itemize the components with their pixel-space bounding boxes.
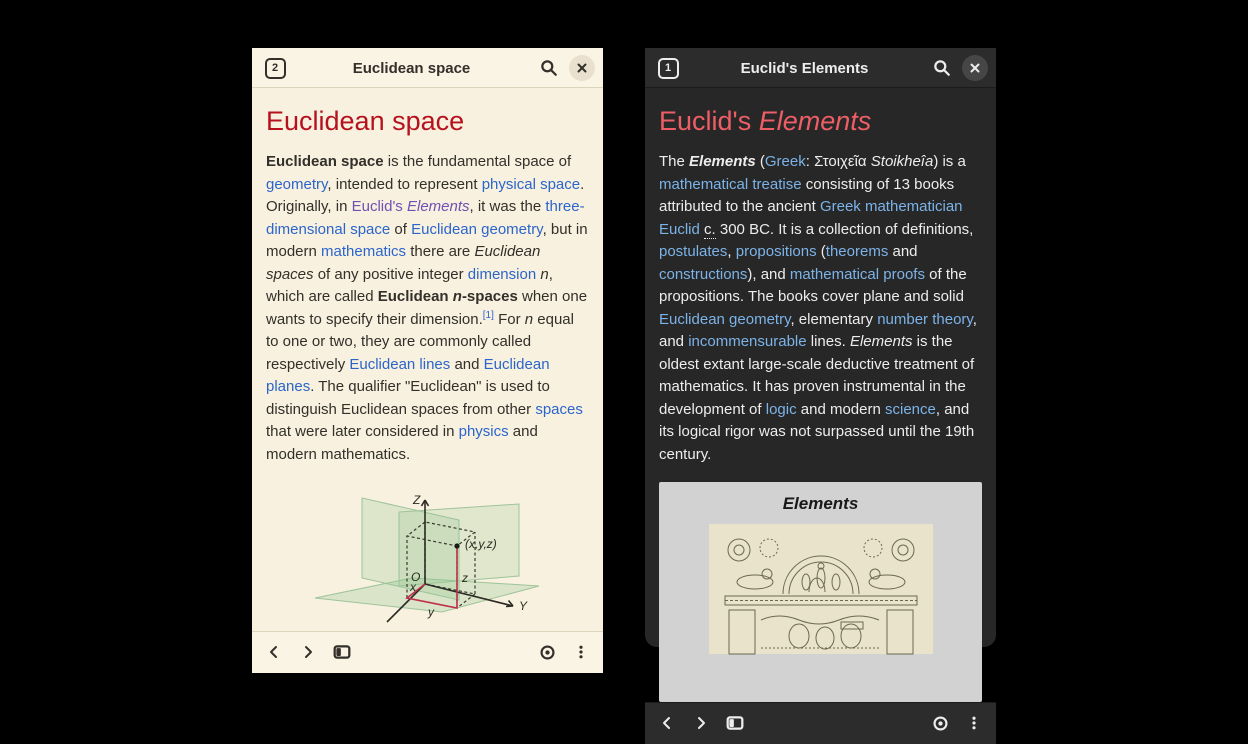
label-z-axis: Z bbox=[412, 493, 420, 507]
article-link[interactable]: theorems bbox=[825, 243, 889, 260]
article-link[interactable]: physics bbox=[458, 423, 509, 440]
heading-italic: Elements bbox=[758, 106, 872, 136]
article-link[interactable]: three-dimensional space bbox=[266, 198, 585, 238]
italic-text: Euclidean spaces bbox=[266, 243, 541, 283]
header-bar bbox=[252, 48, 603, 88]
article-link[interactable]: number theory bbox=[877, 310, 973, 328]
chevron-left-icon bbox=[659, 715, 675, 731]
label-x: x bbox=[409, 580, 416, 594]
article-paragraph: The Elements (Greek: Στοιχεῖα Stoikheîa) is a mathematical treatise consisting of 13 books attributed to the ancient Greek mathematician Euclid c. 300 BC. It is a collection of definitions, postulates, propositions (theorems and constructions), and mathematical proofs of the propositions. The books cover plane and solid Euclidean geometry, elementary number theory, and incommensurable lines. Elements is the oldest extant large-scale deductive treatment of mathematics. It has proven instrumental in the development of logic and modern science, and its logical rigor was not surpassed until the 19th century. bbox=[659, 153, 977, 463]
search-icon bbox=[933, 59, 951, 77]
article-heading: Euclidean space bbox=[266, 106, 465, 136]
point-marker bbox=[454, 543, 459, 548]
label-point: (x,y,z) bbox=[464, 537, 497, 551]
article-link[interactable]: physical space bbox=[481, 175, 581, 193]
sidebar-toggle-button[interactable] bbox=[721, 709, 749, 737]
eye-icon bbox=[932, 715, 949, 732]
article-link[interactable]: mathematics bbox=[321, 243, 407, 260]
eye-icon bbox=[539, 644, 556, 661]
bold-text: Euclidean bbox=[377, 288, 453, 305]
article-heading bbox=[659, 106, 982, 137]
italic-text: n bbox=[540, 265, 549, 283]
italic-text: Stoikheîa bbox=[870, 153, 934, 170]
back-button[interactable] bbox=[653, 709, 681, 737]
bold-text: -spaces bbox=[461, 288, 518, 305]
article-link[interactable]: science bbox=[885, 400, 936, 418]
chevron-right-icon bbox=[300, 644, 316, 660]
bold-italic-text: n bbox=[452, 288, 462, 305]
article-link[interactable]: Euclidean lines bbox=[349, 355, 451, 373]
article-link[interactable]: Euclid bbox=[659, 220, 700, 238]
close-icon bbox=[576, 62, 588, 74]
wiki-window-euclidean-space bbox=[252, 48, 603, 647]
search-button[interactable] bbox=[535, 54, 563, 82]
reference-link[interactable]: [1] bbox=[482, 309, 494, 321]
article-link[interactable]: spaces bbox=[535, 400, 583, 418]
label-y-axis: Y bbox=[518, 599, 527, 613]
article-link[interactable]: logic bbox=[765, 400, 797, 418]
header-bar bbox=[645, 48, 996, 88]
elements-engraving bbox=[709, 524, 933, 654]
kebab-menu-icon bbox=[573, 644, 589, 660]
article-link[interactable]: constructions bbox=[659, 265, 748, 283]
tab-overview-button[interactable] bbox=[655, 55, 681, 81]
article-link[interactable]: propositions bbox=[735, 243, 817, 260]
wiki-window-euclids-elements bbox=[645, 48, 996, 647]
chevron-left-icon bbox=[266, 644, 282, 660]
article-link[interactable]: geometry bbox=[266, 175, 328, 193]
bold-text: Euclidean space bbox=[266, 153, 384, 170]
chevron-right-icon bbox=[693, 715, 709, 731]
menu-button[interactable] bbox=[960, 709, 988, 737]
reading-view-button[interactable] bbox=[533, 638, 561, 666]
article-view[interactable] bbox=[645, 88, 996, 702]
sidebar-toggle-button[interactable] bbox=[328, 638, 356, 666]
sidebar-icon bbox=[726, 714, 744, 732]
article-link[interactable]: Euclidean planes bbox=[266, 355, 550, 395]
search-button[interactable] bbox=[928, 54, 956, 82]
window-title: Euclid's Elements bbox=[740, 59, 869, 77]
tab-counter-icon: 2 bbox=[265, 58, 286, 79]
forward-button[interactable] bbox=[294, 638, 322, 666]
bottom-toolbar bbox=[252, 631, 603, 673]
tab-overview-button[interactable] bbox=[262, 55, 288, 81]
back-button[interactable] bbox=[260, 638, 288, 666]
label-origin: O bbox=[410, 570, 420, 584]
bottom-toolbar bbox=[645, 702, 996, 744]
article-link[interactable]: Greek bbox=[764, 153, 806, 170]
forward-button[interactable] bbox=[687, 709, 715, 737]
label-z: z bbox=[461, 571, 468, 585]
article-link[interactable]: dimension bbox=[467, 265, 537, 283]
window-title: Euclidean space bbox=[352, 59, 471, 77]
reading-view-button[interactable] bbox=[926, 709, 954, 737]
infobox-card bbox=[659, 482, 982, 702]
abbr-circa: c. bbox=[704, 220, 716, 238]
search-icon bbox=[540, 59, 558, 77]
article-link[interactable]: Greek mathematician bbox=[819, 198, 963, 215]
italic-text: n bbox=[524, 310, 534, 328]
italic-text: Elements bbox=[849, 333, 913, 350]
infobox-title: Elements bbox=[782, 494, 859, 513]
coordinate-diagram bbox=[307, 486, 549, 631]
article-link[interactable]: incommensurable bbox=[688, 333, 807, 350]
sidebar-icon bbox=[333, 643, 351, 661]
label-y: y bbox=[427, 605, 434, 619]
bold-italic-text: Elements bbox=[689, 153, 756, 170]
close-button[interactable] bbox=[962, 55, 988, 81]
heading-plain: Euclid's bbox=[659, 106, 759, 136]
article-paragraph: Euclidean space is the fundamental space of geometry, intended to represent physical space. Originally, in Euclid's Elements, it was the three-dimensional space of Euclidean geometry, but in modern mathematics there are Euclidean spaces of any positive integer dimension n, which are called Euclidean n-spaces when one wants to specify their dimension.[1] For n equal to one or two, they are commonly called respectively Euclidean lines and Euclidean planes. The qualifier "Euclidean" is used to distinguish Euclidean spaces from other spaces that were later considered in physics and modern mathematics. bbox=[266, 153, 588, 463]
article-link[interactable]: mathematical treatise bbox=[659, 175, 802, 193]
article-link-visited[interactable]: Euclid's bbox=[351, 198, 407, 215]
menu-button[interactable] bbox=[567, 638, 595, 666]
article-link[interactable]: Euclidean geometry bbox=[659, 310, 791, 328]
article-view[interactable] bbox=[252, 88, 603, 631]
close-icon bbox=[969, 62, 981, 74]
kebab-menu-icon bbox=[966, 715, 982, 731]
article-link[interactable]: Euclidean geometry bbox=[411, 220, 543, 238]
article-link-visited[interactable]: Elements bbox=[406, 198, 470, 215]
tab-counter-icon: 1 bbox=[658, 58, 679, 79]
article-link[interactable]: postulates bbox=[659, 243, 728, 260]
article-link[interactable]: mathematical proofs bbox=[789, 265, 925, 283]
close-button[interactable] bbox=[569, 55, 595, 81]
